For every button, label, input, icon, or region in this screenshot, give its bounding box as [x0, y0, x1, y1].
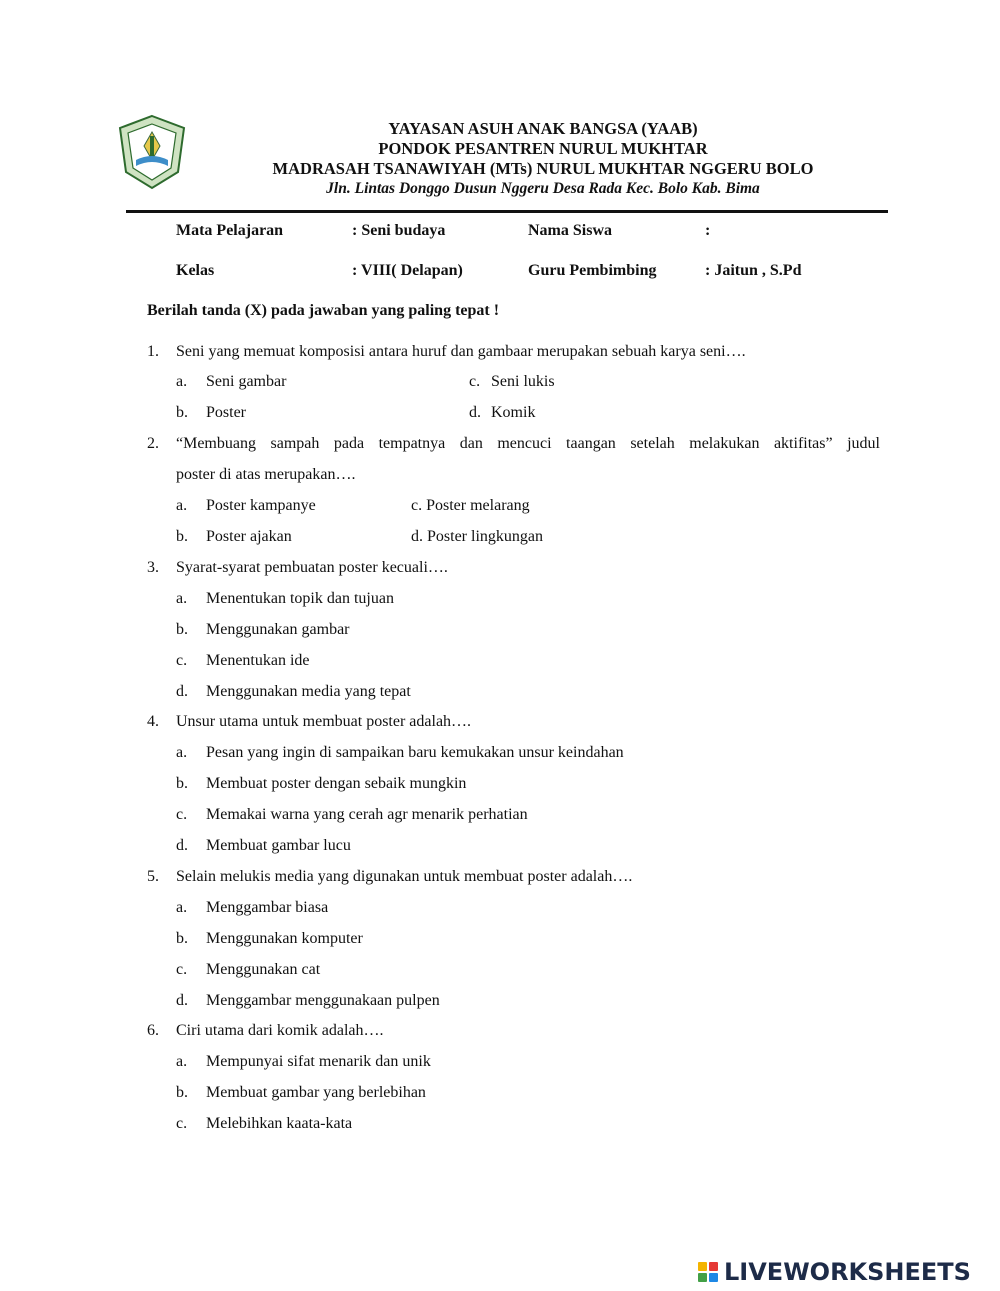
brand-block — [698, 1273, 707, 1282]
question-number: 1. — [147, 343, 159, 360]
student-name-label: Nama Siswa — [528, 222, 613, 239]
brand-block — [709, 1262, 718, 1271]
header-foundation: YAYASAN ASUH ANAK BANGSA (YAAB) — [388, 119, 698, 138]
question-text: “Membuang sampah pada tempatnya dan mencuci taangan setelah melakukan aktifitas” judul — [176, 435, 880, 452]
question-number: 3. — [147, 559, 159, 576]
liveworksheets-logo[interactable] — [698, 1258, 971, 1286]
header-address: Jln. Lintas Donggo Dusun Nggeru Desa Rada Kec. Bolo Kab. Bima — [326, 180, 760, 197]
question-number: 4. — [147, 713, 159, 730]
brand-text: LIVEWORKSHEETS — [724, 1258, 971, 1286]
brand-block — [709, 1273, 718, 1282]
header-pesantren: PONDOK PESANTREN NURUL MUKHTAR — [378, 139, 708, 158]
question-text: Syarat-syarat pembuatan poster kecuali…. — [176, 559, 448, 576]
question-text: Ciri utama dari komik adalah…. — [176, 1022, 384, 1039]
header-madrasah: MADRASAH TSANAWIYAH (MTs) NURUL MUKHTAR NGGERU BOLO — [272, 159, 814, 178]
brand-blocks-icon — [698, 1262, 718, 1282]
teacher-label: Guru Pembimbing — [528, 262, 657, 279]
instruction: Berilah tanda (X) pada jawaban yang paling tepat ! — [147, 302, 500, 319]
question-text: Seni yang memuat komposisi antara huruf dan gambaar merupakan sebuah karya seni…. — [176, 343, 746, 360]
school-logo — [116, 114, 188, 190]
question-text: Selain melukis media yang digunakan untuk membuat poster adalah…. — [176, 868, 633, 885]
question-number: 2. — [147, 435, 159, 452]
header-divider — [126, 210, 888, 213]
subject-label: Mata Pelajaran — [176, 222, 284, 239]
class-value: : VIII( Delapan) — [352, 262, 463, 279]
question-text: Unsur utama untuk membuat poster adalah…. — [176, 713, 472, 730]
student-name-value[interactable]: : — [705, 222, 711, 239]
question-number: 6. — [147, 1022, 159, 1039]
subject-value: : Seni budaya — [352, 222, 446, 239]
question-number: 5. — [147, 868, 159, 885]
class-label: Kelas — [176, 262, 215, 279]
teacher-value: : Jaitun , S.Pd — [705, 262, 802, 279]
brand-block — [698, 1262, 707, 1271]
